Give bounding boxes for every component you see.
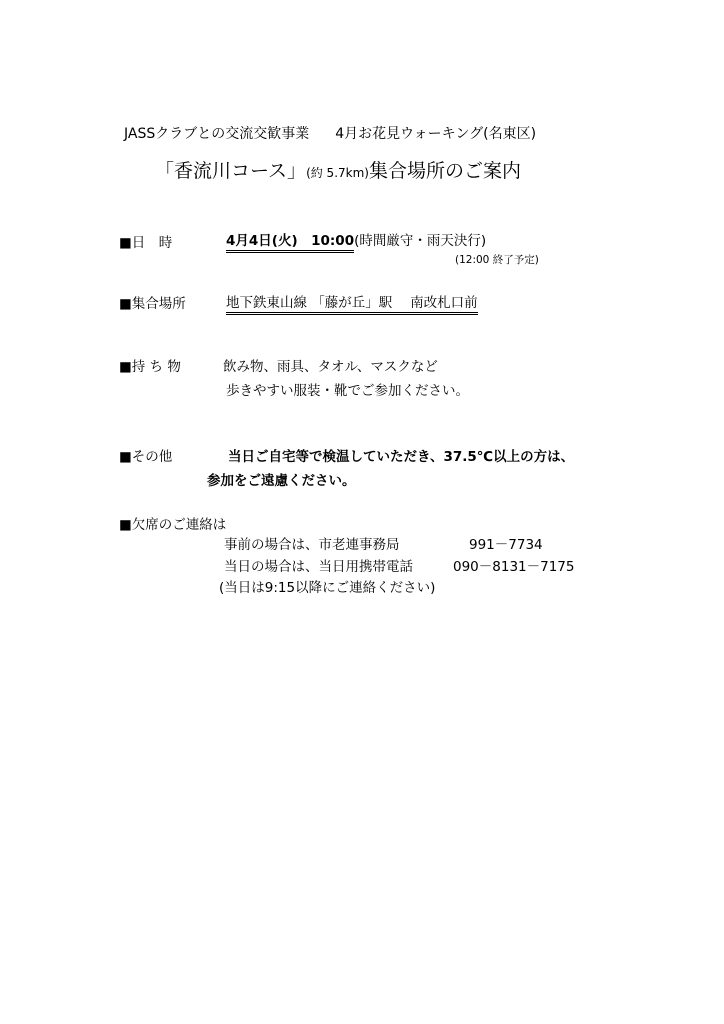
event-header [124, 123, 536, 143]
absence-before-text: 事前の場合は、市老連事務局 [224, 537, 400, 553]
items-line2: 歩きやすい服装・靴でご参加ください。 [226, 383, 469, 399]
items-line1: 飲み物、雨具、タオル、マスクなど [223, 359, 438, 375]
title-rest: 集合場所のご案内 [368, 160, 521, 182]
page-title [155, 156, 521, 183]
date-row [226, 229, 486, 249]
absence-day-tel: 090－8131－7175 [453, 559, 575, 575]
header-right: 4月お花見ウォーキング(名東区) [335, 126, 537, 142]
items-label: ■持 ち 物 [119, 359, 181, 375]
absence-label: ■欠席のご連絡は [119, 517, 227, 533]
date-end-note: (12:00 終了予定) [455, 254, 539, 266]
other-label: ■その他 [119, 449, 173, 465]
meeting-value-wrap [226, 291, 478, 311]
absence-before-tel: 991－7734 [469, 537, 543, 553]
date-label: ■日 時 [119, 235, 173, 251]
absence-day-text: 当日の場合は、当日用携帯電話 [224, 559, 413, 575]
header-left: JASSクラブとの交流交歓事業 [124, 126, 310, 142]
meeting-label: ■集合場所 [119, 296, 186, 312]
meeting-value: 地下鉄東山線 「藤が丘」駅 南改札口前 [226, 295, 478, 315]
date-note: (時間厳守・雨天決行) [354, 233, 487, 249]
other-line1: 当日ご自宅等で検温していただき、37.5℃以上の方は、 [228, 449, 575, 465]
title-distance: (約 5.7km) [306, 166, 369, 180]
title-course: 「香流川コース」 [155, 160, 307, 182]
other-line2: 参加をご遠慮ください。 [207, 473, 356, 489]
date-value: 4月4日(火) 10:00 [226, 233, 354, 253]
absence-note: (当日は9:15以降にご連絡ください) [219, 580, 436, 596]
